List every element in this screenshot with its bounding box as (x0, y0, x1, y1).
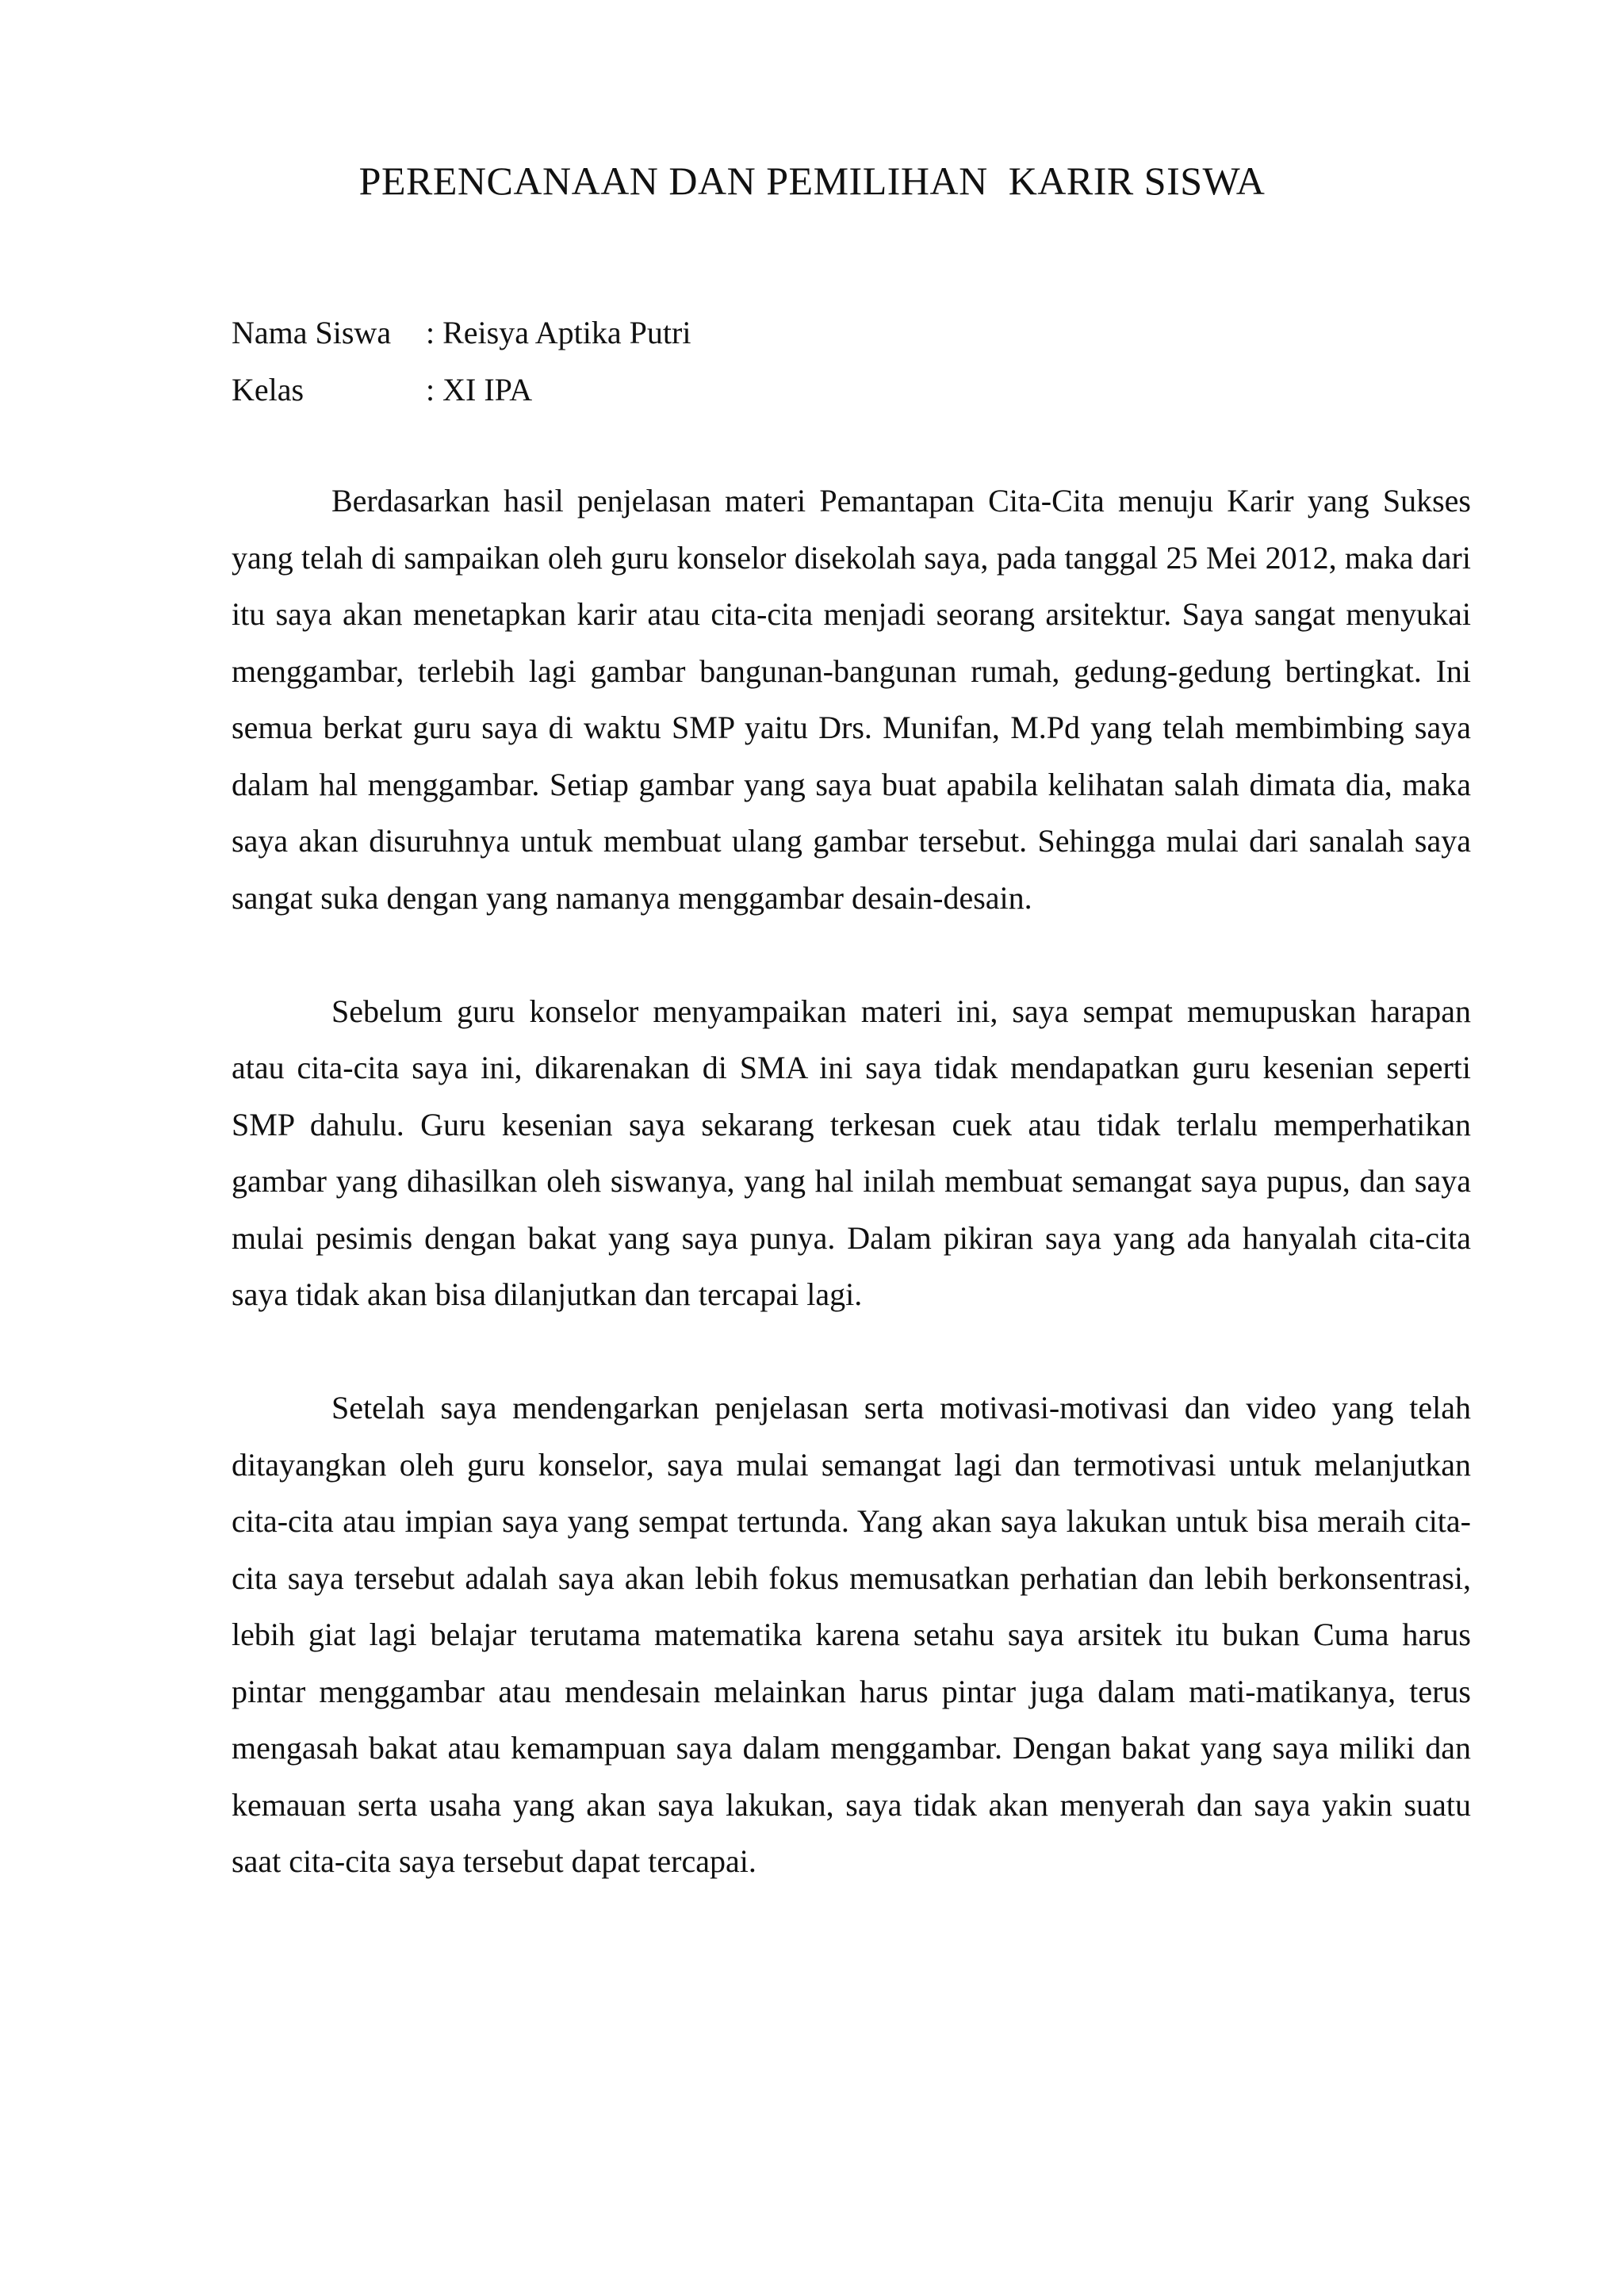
paragraph-3: Setelah saya mendengarkan penjelasan serta motivasi-motivasi dan video yang telah ditayangkan oleh guru konselor, saya mulai semangat lagi dan termotivasi untuk melanjutkan cita-cita atau impian saya yang sempat tertunda. Yang akan saya lakukan untuk bisa meraih cita-cita saya tersebut adalah saya akan lebih fokus memusatkan perhatian dan lebih berkonsentrasi, lebih giat lagi belajar terutama matematika karena setahu saya arsitek itu bukan Cuma harus pintar menggambar atau mendesain melainkan harus pintar juga dalam mati-matikanya, terus mengasah bakat atau kemampuan saya dalam menggambar. Dengan bakat yang saya miliki dan kemauan serta usaha yang akan saya lakukan, saya tidak akan menyerah dan saya yakin suatu saat cita-cita saya tersebut dapat tercapai. (232, 1390, 1471, 1879)
info-value-class: : XI IPA (426, 372, 533, 408)
info-row-name (232, 304, 691, 362)
info-label-name: Nama Siswa (232, 315, 392, 350)
paragraph-1: Berdasarkan hasil penjelasan materi Pemantapan Cita-Cita menuju Karir yang Sukses yang telah di sampaikan oleh guru konselor disekolah saya, pada tanggal 25 Mei 2012, maka dari itu saya akan menetapkan karir atau cita-cita menjadi seorang arsitektur. Saya sangat menyukai menggambar, terlebih lagi gambar bangunan-bangunan rumah, gedung-gedung bertingkat. Ini semua berkat guru saya di waktu SMP yaitu Drs. Munifan, M.Pd yang telah membimbing saya dalam hal menggambar. Setiap gambar yang saya buat apabila kelihatan salah dimata dia, maka saya akan disuruhnya untuk membuat ulang gambar tersebut. Sehingga mulai dari sanalah saya sangat suka dengan yang namanya menggambar desain-desain. (232, 483, 1471, 916)
info-row-class (232, 362, 691, 419)
document-title: PERENCANAAN DAN PEMILIHAN KARIR SISWA (358, 159, 1266, 203)
paragraph-2: Sebelum guru konselor menyampaikan materi ini, saya sempat memupuskan harapan atau cita-cita saya ini, dikarenakan di SMA ini saya tidak mendapatkan guru kesenian seperti SMP dahulu. Guru kesenian saya sekarang terkesan cuek atau tidak terlalu memperhatikan gambar yang dihasilkan oleh siswanya, yang hal inilah membuat semangat saya pupus, dan saya mulai pesimis dengan bakat yang saya punya. Dalam pikiran saya yang ada hanyalah cita-cita saya tidak akan bisa dilanjutkan dan tercapai lagi. (232, 993, 1471, 1312)
document-body (232, 473, 1471, 1890)
info-label-class: Kelas (232, 372, 304, 408)
info-value-name: : Reisya Aptika Putri (426, 315, 691, 350)
student-info (232, 304, 691, 419)
